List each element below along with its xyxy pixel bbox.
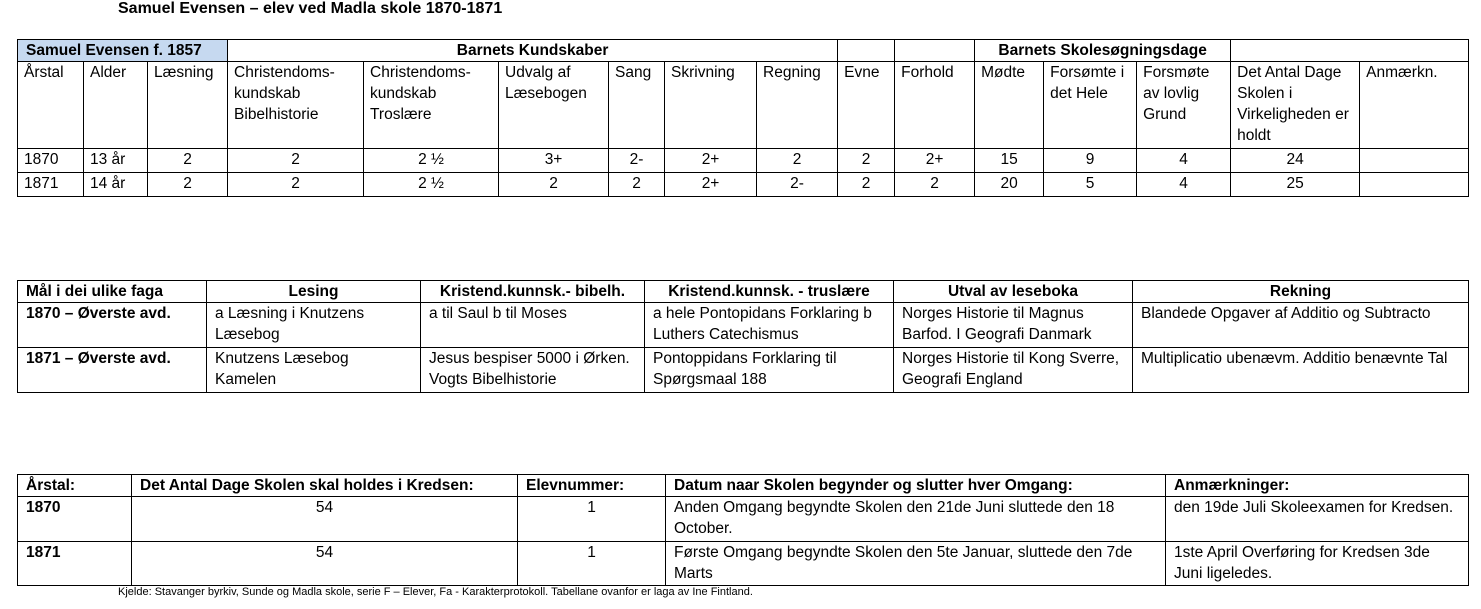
school-days-table: [17, 474, 1469, 586]
table-cell: 1871: [18, 173, 84, 197]
column-header: Christendoms-kundskab Bibelhistorie: [228, 62, 364, 149]
table-cell: 2: [499, 173, 609, 197]
column-header: Forhold: [895, 62, 975, 149]
table-cell: [1360, 149, 1469, 173]
table-cell: Første Omgang begyndte Skolen den 5te Januar, sluttede den 7de Marts: [666, 542, 1166, 586]
table-row: [18, 173, 1469, 197]
column-header: Christendoms-kundskab Troslære: [364, 62, 499, 149]
column-header: Kristend.kunnsk. - truslære: [645, 281, 894, 303]
table-cell: 2: [757, 149, 838, 173]
table-cell: 3+: [499, 149, 609, 173]
table-cell: 2-: [609, 149, 665, 173]
table-row: [18, 348, 1469, 393]
table-cell: 1ste April Overføring for Kredsen 3de Juni ligeledes.: [1166, 542, 1469, 586]
empty-header-cell: [838, 40, 895, 62]
column-header: Årstal: [18, 62, 84, 149]
table-cell: 2: [838, 149, 895, 173]
table-cell: 4: [1137, 173, 1231, 197]
table-cell: 5: [1044, 173, 1137, 197]
table-cell: [1360, 173, 1469, 197]
table-cell: den 19de Juli Skoleexamen for Kredsen.: [1166, 497, 1469, 542]
table-cell: a Læsning i Knutzens Læsebog: [207, 303, 421, 348]
column-header: Det Antal Dage Skolen i Virkeligheden er holdt: [1231, 62, 1360, 149]
table-cell: Anden Omgang begyndte Skolen den 21de Juni sluttede den 18 October.: [666, 497, 1166, 542]
table-cell: 1870: [18, 149, 84, 173]
table-cell: Multiplicatio ubenævm. Additio benævnte Tal: [1133, 348, 1469, 393]
table-cell: 2+: [665, 149, 757, 173]
column-header: Kristend.kunnsk.- bibelh.: [421, 281, 645, 303]
table-cell: 2+: [665, 173, 757, 197]
column-header: Rekning: [1133, 281, 1469, 303]
row-header: 1870 – Øverste avd.: [18, 303, 207, 348]
table-column-header-row: [18, 62, 1469, 149]
table-group-header-row: [18, 40, 1469, 62]
column-header: Forsmøte av lovlig Grund: [1137, 62, 1231, 149]
table-cell: 2 ½: [364, 149, 499, 173]
column-header: Årstal:: [18, 475, 132, 497]
subject-goals-table: [17, 280, 1469, 393]
table-cell: Norges Historie til Magnus Barfod. I Geografi Danmark: [894, 303, 1133, 348]
row-header: 1870: [18, 497, 132, 542]
table-cell: a hele Pontopidans Forklaring b Luthers Catechismus: [645, 303, 894, 348]
table-cell: 13 år: [84, 149, 148, 173]
table-cell: 54: [132, 497, 518, 542]
table-cell: 2: [609, 173, 665, 197]
table-row: [18, 303, 1469, 348]
table-cell: 1: [518, 542, 666, 586]
table-cell: Blandede Opgaver af Additio og Subtracto: [1133, 303, 1469, 348]
table-cell: a til Saul b til Moses: [421, 303, 645, 348]
table-cell: 15: [975, 149, 1044, 173]
column-header: Mål i dei ulike faga: [18, 281, 207, 303]
column-header: Mødte: [975, 62, 1044, 149]
column-header: Regning: [757, 62, 838, 149]
table-cell: 2+: [895, 149, 975, 173]
table-row: [18, 542, 1469, 586]
column-header: Anmærkn.: [1360, 62, 1469, 149]
table-header-row: [18, 281, 1469, 303]
table-header-row: [18, 475, 1469, 497]
table-cell: Norges Historie til Kong Sverre, Geografi England: [894, 348, 1133, 393]
table-cell: 14 år: [84, 173, 148, 197]
table-cell: 2: [228, 173, 364, 197]
column-header: Elevnummer:: [518, 475, 666, 497]
group-header-skolesogning: Barnets Skolesøgningsdage: [975, 40, 1231, 62]
column-header: Lesing: [207, 281, 421, 303]
empty-header-cell: [1231, 40, 1469, 62]
row-header: 1871: [18, 542, 132, 586]
column-header: Sang: [609, 62, 665, 149]
table-cell: 2-: [757, 173, 838, 197]
empty-header-cell: [895, 40, 975, 62]
table-cell: 2: [838, 173, 895, 197]
group-header-kundskaber: Barnets Kundskaber: [228, 40, 838, 62]
table-cell: 9: [1044, 149, 1137, 173]
table-cell: 54: [132, 542, 518, 586]
table-cell: 24: [1231, 149, 1360, 173]
column-header: Det Antal Dage Skolen skal holdes i Kredsen:: [132, 475, 518, 497]
table-cell: Pontoppidans Forklaring til Spørgsmaal 188: [645, 348, 894, 393]
column-header: Alder: [84, 62, 148, 149]
source-caption: Kjelde: Stavanger byrkiv, Sunde og Madla skole, serie F – Elever, Fa - Karakterprotokoll. Tabellane ovanfor er laga av Ine Fintland.: [118, 586, 753, 598]
table-cell: 2: [148, 173, 228, 197]
column-header: Udvalg af Læsebogen: [499, 62, 609, 149]
column-header: Læsning: [148, 62, 228, 149]
grades-attendance-table: [17, 39, 1469, 197]
row-header: 1871 – Øverste avd.: [18, 348, 207, 393]
column-header: Anmærkninger:: [1166, 475, 1469, 497]
column-header: Forsømte i det Hele: [1044, 62, 1137, 149]
column-header: Evne: [838, 62, 895, 149]
table-cell: Knutzens Læsebog Kamelen: [207, 348, 421, 393]
column-header: Utval av leseboka: [894, 281, 1133, 303]
table-cell: 25: [1231, 173, 1360, 197]
table-cell: 4: [1137, 149, 1231, 173]
document-title: Samuel Evensen – elev ved Madla skole 1870-1871: [118, 0, 503, 17]
column-header: Datum naar Skolen begynder og slutter hver Omgang:: [666, 475, 1166, 497]
table-cell: 1: [518, 497, 666, 542]
table-cell: Jesus bespiser 5000 i Ørken. Vogts Bibelhistorie: [421, 348, 645, 393]
column-header: Skrivning: [665, 62, 757, 149]
student-name-cell: Samuel Evensen f. 1857: [18, 40, 228, 62]
table-cell: 2 ½: [364, 173, 499, 197]
table-cell: 2: [228, 149, 364, 173]
table-row: [18, 149, 1469, 173]
table-cell: 20: [975, 173, 1044, 197]
table-cell: 2: [148, 149, 228, 173]
table-row: [18, 497, 1469, 542]
table-cell: 2: [895, 173, 975, 197]
